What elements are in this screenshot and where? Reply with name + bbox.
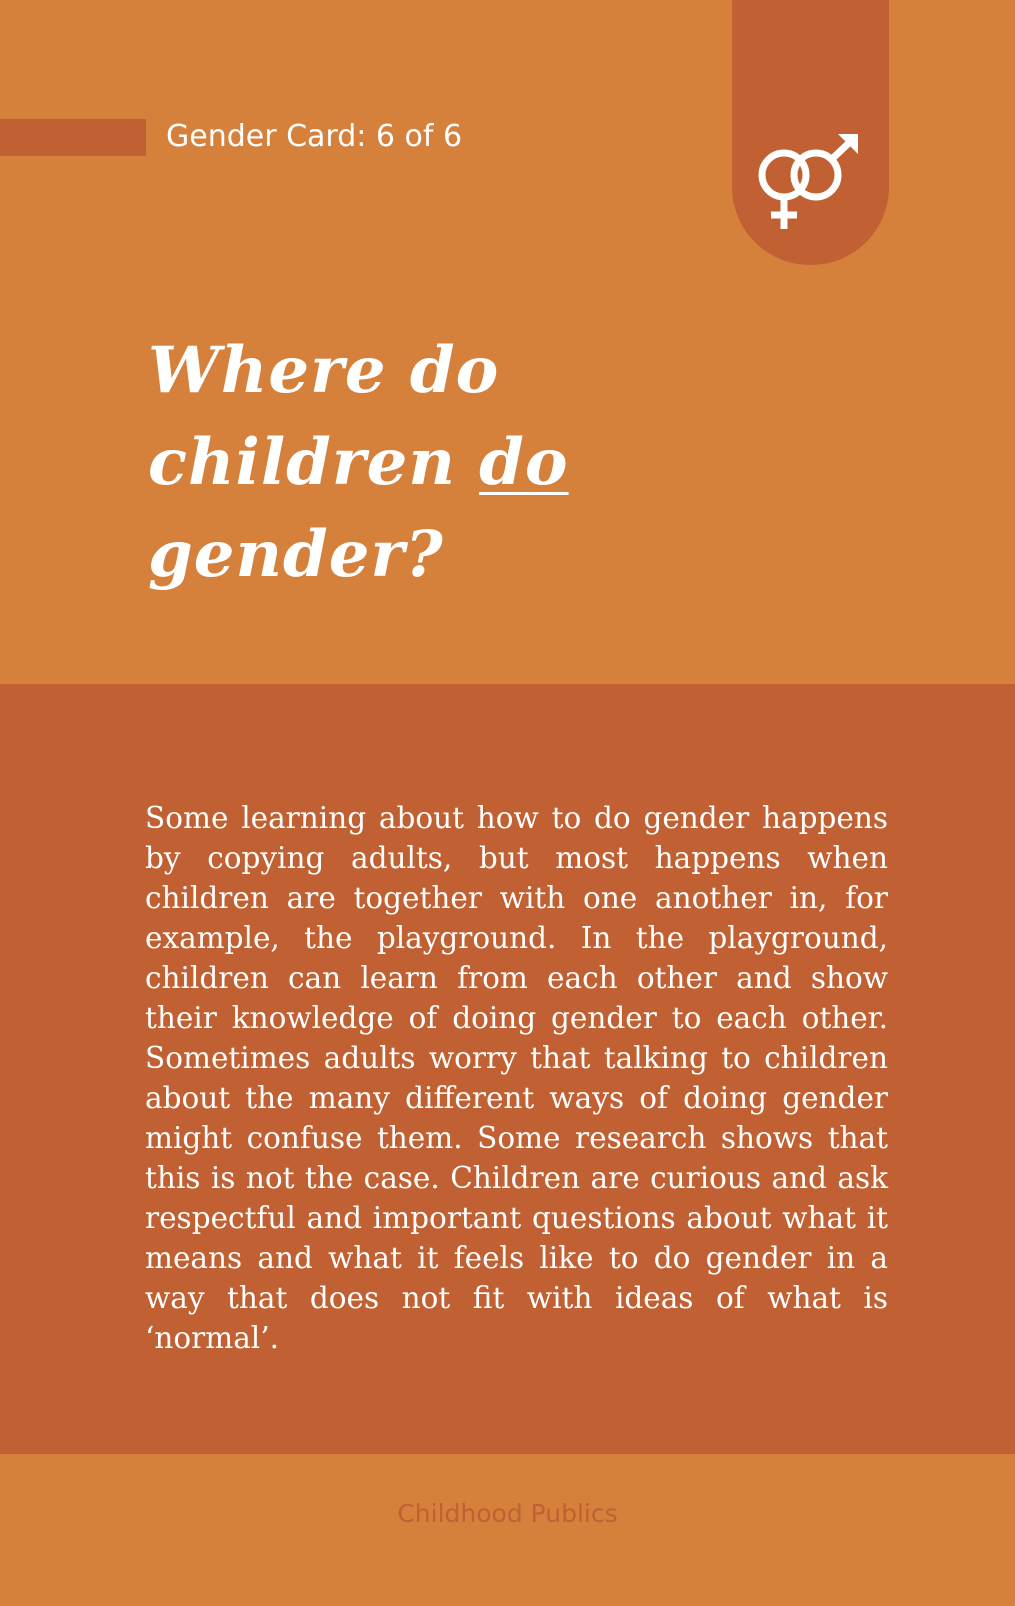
- headline-line-2: [148, 417, 569, 509]
- headline-line-1: Where do: [148, 333, 500, 408]
- body-paragraph: Some learning about how to do gender happens by copying adults, but most happens when children are together with one another in, for example, the playground. In the playground, children can learn from each other and show their knowledge of doing gender to each other. Sometimes adults worry that talking to children about the many different ways of doing gender might confuse them. Some research shows that this is not the case. Children are curious and ask respectful and important questions about what it means and what it feels like to do gender in a way that does not fit with ideas of what is ‘normal’.: [145, 801, 888, 1355]
- headline-line-2-text: children: [148, 425, 480, 500]
- gender-symbol-icon: [754, 134, 864, 234]
- header-accent-bar: [0, 119, 146, 156]
- publisher-footer: Childhood Publics: [397, 1499, 618, 1528]
- headline-line-3: gender?: [148, 517, 444, 592]
- card-number-label: Gender Card: 6 of 6: [166, 119, 463, 154]
- body-panel-notch: [0, 683, 1015, 707]
- card-headline: [148, 325, 569, 601]
- headline-emphasis: do: [479, 425, 569, 500]
